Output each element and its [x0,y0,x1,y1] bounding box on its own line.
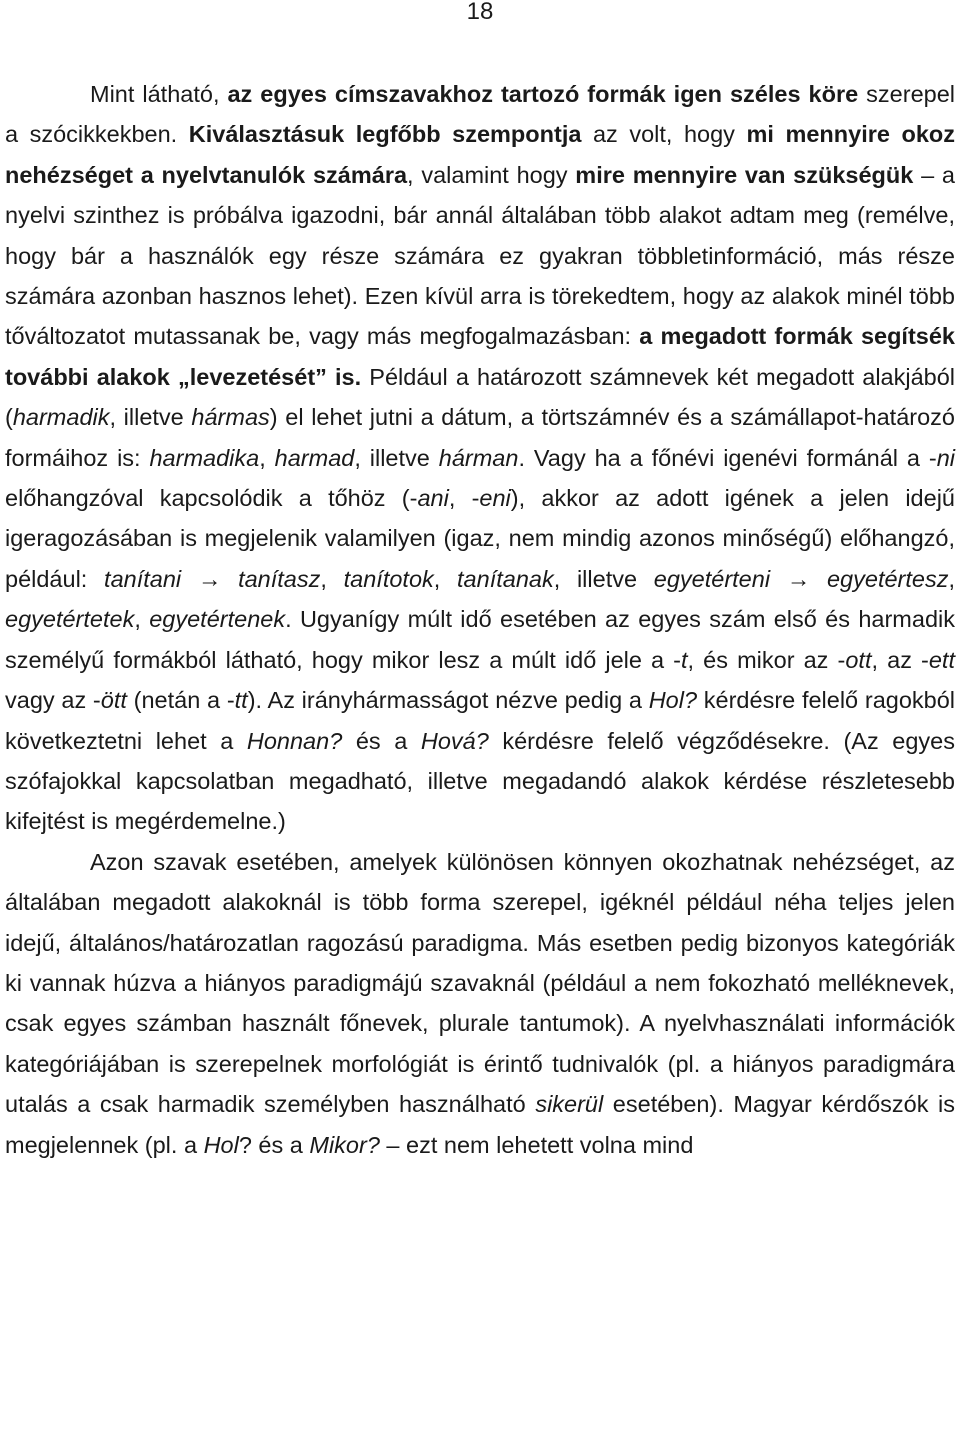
text-run: , [948,565,955,592]
italic-text-run: Hol? [648,687,698,714]
text-run: – ezt nem lehetett volna mind [379,1131,694,1158]
italic-text-run: sikerül [535,1091,604,1118]
italic-text-run: Mikor? [309,1131,380,1158]
italic-text-run: Hol [203,1131,239,1158]
text-run: , [320,565,344,592]
italic-text-run: tanítani [104,565,182,592]
page-number: 18 [466,0,494,25]
text-run: szerepel a szócikkekben. [5,81,955,148]
text-run: kérdésre felelő végződésekre. (Az egyes szófajokkal kapcsolatban megadható, illetve megadandó alakok kérdése részletesebb kifejtést is megérdemelne.) [5,727,955,835]
text-run: vagy az - [5,687,101,714]
italic-text-run: harmad [274,444,355,471]
text-run: , [259,444,275,471]
bold-text-run: mire mennyire van szükségük [575,161,914,188]
text-run: és a [342,727,421,754]
text-run: előhangzóval kapcsolódik a tőhöz (- [5,485,418,512]
italic-text-run: ani [417,485,449,512]
text-run: ), akkor az adott igének a jelen idejű igeragozásában is megjelenik valamilyen (igaz, nem mindig azonos minőségű) előhangzó, például: [5,485,955,592]
italic-text-run: egyetértesz [826,565,949,592]
italic-text-run: ett [928,646,955,673]
text-run: . Vagy ha a főnévi igenévi formánál a - [518,444,937,471]
text-run: Például a határozott számnevek két megadott alakjából ( [5,363,956,431]
text-run: , illetve [553,565,654,592]
text-run: , illetve [109,404,192,431]
text-run: , [134,606,150,633]
text-run: ? és a [238,1131,310,1158]
text-run: , [433,565,458,592]
italic-text-run: ni [936,444,956,471]
body-text [5,74,955,1165]
italic-text-run: harmadika [149,444,260,471]
italic-text-run: t [681,646,688,673]
italic-text-run: tanítotok [343,565,434,592]
text-run: , valamint hogy [407,161,576,188]
italic-text-run: hármas [191,404,270,431]
text-run: kérdésre felelő ragokból következtetni lehet a [5,687,956,754]
bold-text-run: Kiválasztásuk legfőbb szempontja [188,121,582,148]
text-run: → [181,565,239,592]
italic-text-run: tanítasz [238,565,321,592]
text-run: , az - [871,646,929,673]
text-run: , illetve [354,444,439,471]
text-run: → [770,565,827,592]
italic-text-run: hárman [438,444,519,471]
text-run: Mint látható, [90,81,228,107]
italic-text-run: egyetérteni [653,565,771,592]
paragraph-2 [5,842,955,1165]
italic-text-run: egyetértetek [5,606,135,633]
bold-text-run: az egyes címszavakhoz tartozó formák igen széles köre [227,81,859,107]
italic-text-run: eni [479,485,511,512]
italic-text-run: Hová? [420,727,489,754]
italic-text-run: egyetértenek [149,606,286,633]
italic-text-run: tanítanak [457,565,554,592]
bold-text-run: a megadott formák segítsék további alakok „levezetését” is. [5,323,955,390]
text-run: az volt, hogy [581,121,747,148]
text-run: esetében). Magyar kérdőszók is megjelennek (pl. a [5,1091,955,1158]
text-run: – a nyelvi szinthez is próbálva igazodni, bár annál általában több alakot adtam meg (remélve, hogy bár a használók egy része számára ez gyakran többletinformáció, más része számára azonban hasznos lehet). Ezen kívül arra is törekedtem, hogy az alakok minél több tőváltozatot mutassanak be, vagy más megfogalmazásban: [5,161,955,350]
bold-text-run: mi mennyire okoz nehézséget a nyelvtanulók számára [5,121,956,188]
text-run: . Ugyanígy múlt idő esetében az egyes szám első és harmadik személyű formákból látható, hogy mikor lesz a múlt idő jele a - [5,606,955,673]
text-run: ). Az irányhármasságot nézve pedig a [247,687,649,714]
text-run: ) el lehet jutni a dátum, a törtszámnév és a számállapot-határozó formáihoz is: [5,404,955,471]
text-run: , - [448,485,480,512]
italic-text-run: Honnan? [246,727,343,754]
text-run: , és mikor az - [687,646,846,673]
text-run: Azon szavak esetében, amelyek különösen könnyen okozhatnak nehézséget, az általában megadott alakoknál is több forma szerepel, igéknél például néha teljes jelen idejű, általános/határozatlan ragozású paradigma. Más esetben pedig bizonyos kategóriák ki vannak húzva a hiányos paradigmájú szavaknál (például a nem fokozható melléknevek, csak egyes számban használt főnevek, plurale tantumok). A nyelvhasználati információk kategóriájában is szerepelnek morfológiát is érintő tudnivalók (pl. a hiányos paradigmára utalás a csak harmadik személyben használható [5,848,955,1118]
text-run: (netán a - [126,687,235,714]
italic-text-run: harmadik [12,404,110,431]
italic-text-run: ott [845,646,872,673]
italic-text-run: ött [100,687,127,714]
paragraph-1 [5,74,955,842]
italic-text-run: tt [234,687,248,714]
